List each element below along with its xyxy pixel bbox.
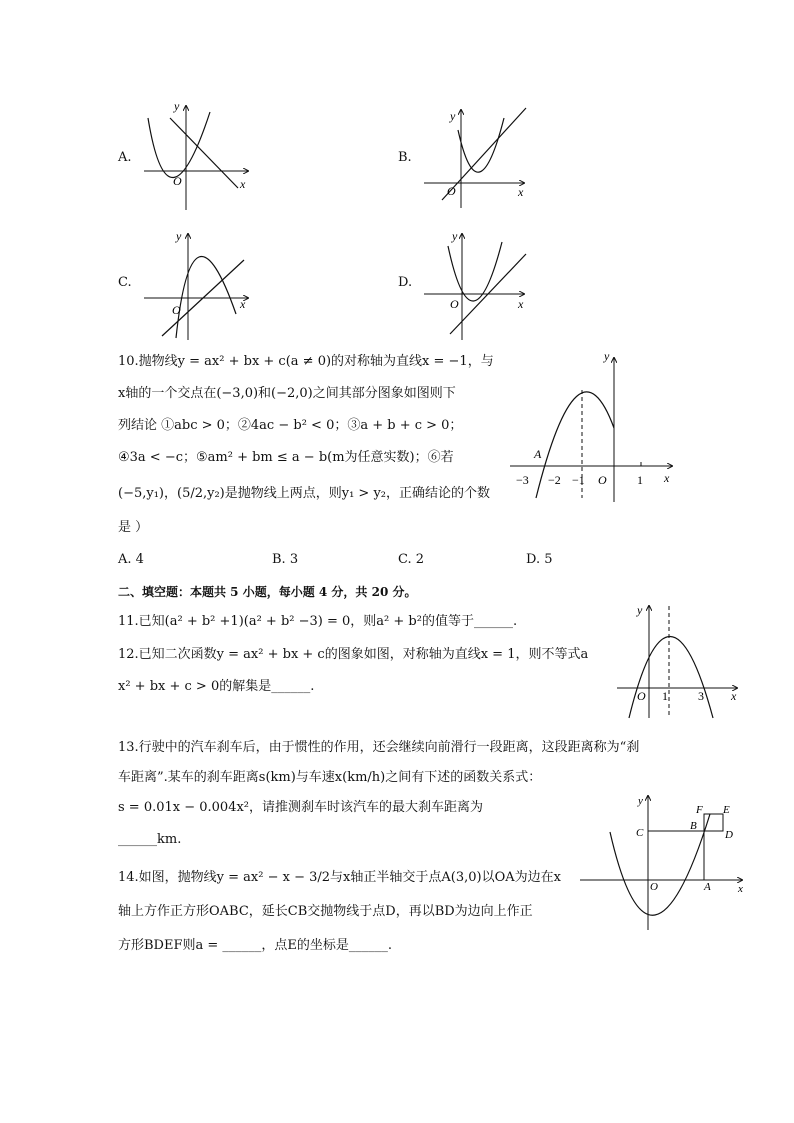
- tick-1: 1: [637, 473, 643, 487]
- axis-x: x: [738, 883, 743, 895]
- option-c-graph: [140, 228, 255, 343]
- tick-m1: −1: [572, 473, 585, 487]
- q14-graph: [578, 792, 748, 932]
- q10-option-d: D. 5: [526, 552, 553, 567]
- point-b: B: [690, 820, 697, 832]
- q14-line3: 方形BDEF则a = ______，点E的坐标是______.: [118, 938, 393, 953]
- origin: O: [173, 174, 182, 188]
- q12-graph: [615, 600, 745, 720]
- q13-line1: 13.行驶中的汽车刹车后，由于惯性的作用，还会继续向前滑行一段距离，这段距离称为“刹: [118, 740, 640, 755]
- q14-line1: 14.如图，抛物线y = ax² − x − 3/2与x轴正半轴交于点A(3,0)以OA为边在x: [118, 870, 561, 885]
- q10-line6: 是 ）: [118, 520, 149, 535]
- origin: O: [172, 303, 181, 317]
- option-d-label: D.: [398, 275, 413, 290]
- q12-line1: 12.已知二次函数y = ax² + bx + c的图象如图，对称轴为直线x = 1，则不等式a: [118, 647, 589, 662]
- origin: O: [650, 881, 658, 893]
- tick-1: 1: [662, 689, 668, 703]
- q10-line1: 10.抛物线y = ax² + bx + c(a ≠ 0)的对称轴为直线x = −1，与: [118, 354, 494, 369]
- q10-line2: x轴的一个交点在(−3,0)和(−2,0)之间其部分图象如图则下: [118, 386, 456, 401]
- axis-x: x: [518, 185, 524, 199]
- q10-graph: [508, 350, 678, 505]
- point-e: E: [723, 804, 730, 816]
- option-c-label: C.: [118, 275, 132, 290]
- option-b-graph: [420, 100, 535, 210]
- q10-line3: 列结论 ①abc > 0；②4ac − b² < 0；③a + b + c > 0；: [118, 418, 463, 433]
- q10-line4: ④3a < −c；⑤am² + bm ≤ a − b(m为任意实数)；⑥若: [118, 450, 454, 465]
- q10-option-b: B. 3: [272, 552, 299, 567]
- axis-y: y: [638, 795, 643, 807]
- option-d-graph: [420, 228, 535, 343]
- origin: O: [637, 689, 646, 703]
- option-b-label: B.: [398, 150, 412, 165]
- q14-line2: 轴上方作正方形OABC，延长CB交抛物线于点D，再以BD为边向上作正: [118, 904, 533, 919]
- axis-x: x: [664, 471, 670, 485]
- q13-line2: 车距离”.某车的刹车距离s(km)与车速x(km/h)之间有下述的函数关系式：: [118, 770, 542, 785]
- point-a: A: [704, 881, 711, 893]
- tick-m3: −3: [516, 473, 529, 487]
- axis-x: x: [240, 297, 246, 311]
- section-2-heading: 二、填空题：本题共 5 小题，每小题 4 分，共 20 分。: [118, 585, 417, 599]
- option-a-label: A.: [118, 150, 132, 165]
- point-d: D: [725, 829, 733, 841]
- axis-y: y: [450, 109, 456, 123]
- q10-option-c: C. 2: [398, 552, 425, 567]
- axis-y: y: [452, 229, 458, 243]
- axis-y: y: [637, 603, 643, 617]
- q10-line5: (−5,y₁)，(5/2,y₂)是抛物线上两点，则y₁ > y₂，正确结论的个数: [118, 486, 491, 501]
- axis-y: y: [604, 349, 610, 363]
- q13-line3: s = 0.01x − 0.004x²，请推测刹车时该汽车的最大刹车距离为: [118, 800, 484, 815]
- axis-y: y: [174, 99, 180, 113]
- origin: O: [598, 473, 607, 487]
- point-a: A: [534, 447, 542, 461]
- origin: O: [450, 297, 459, 311]
- point-f: F: [696, 804, 703, 816]
- axis-x: x: [731, 689, 737, 703]
- option-a-graph: [140, 100, 260, 215]
- q12-line2: x² + bx + c > 0的解集是______.: [118, 679, 315, 694]
- origin: O: [447, 184, 456, 198]
- point-c: C: [636, 827, 644, 839]
- tick-3: 3: [698, 689, 704, 703]
- axis-x: x: [240, 177, 246, 191]
- axis-x: x: [518, 297, 524, 311]
- q11-text: 11.已知(a² + b² +1)(a² + b² −3) = 0，则a² + b²的值等于______.: [118, 614, 518, 629]
- axis-y: y: [176, 229, 182, 243]
- q13-line4: ______km.: [118, 832, 182, 847]
- q10-option-a: A. 4: [118, 552, 144, 567]
- tick-m2: −2: [548, 473, 561, 487]
